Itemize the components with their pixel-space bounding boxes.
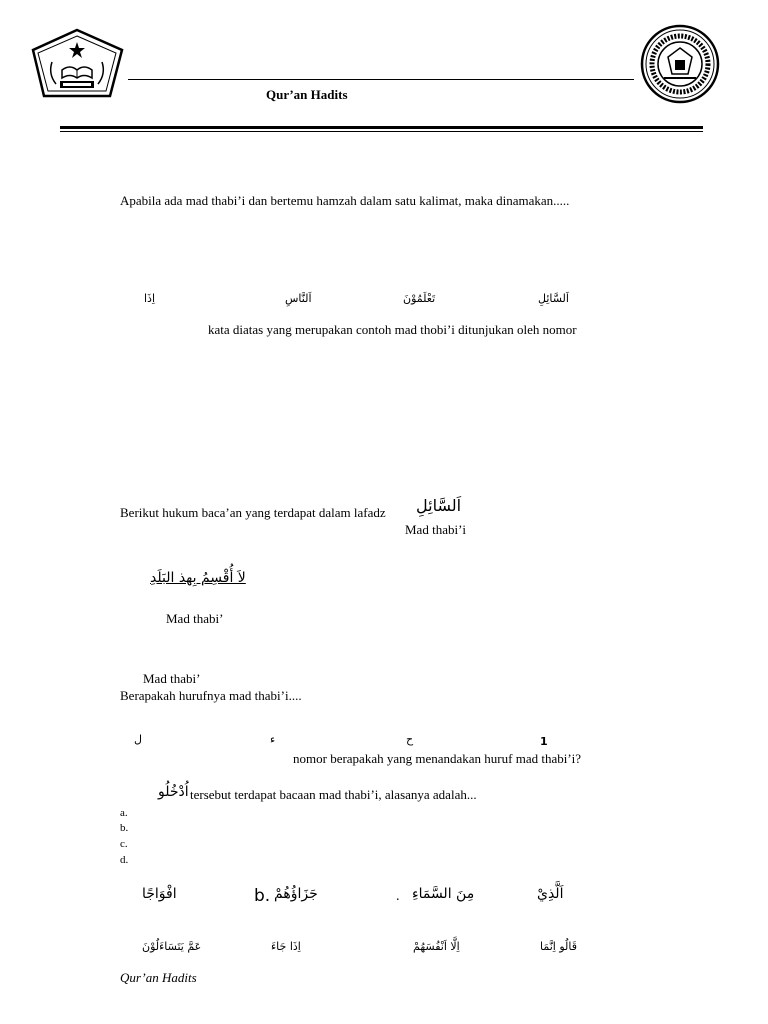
q7-row2-word-2: اِلَّا اَنْفُسَهُمْ (413, 940, 460, 953)
q5-letter-4: ل (134, 733, 142, 746)
q7-row2-word-1: قَالُو اِنَّمَا (540, 940, 577, 953)
q5-letter-3: ء (270, 733, 276, 746)
question-6-arabic: اُدْخُلُو (158, 784, 189, 800)
left-logo (30, 28, 125, 98)
q7-row2-word-4: عَمَّ يَتَسَاءَلُوْنَ (142, 940, 202, 953)
question-4-option-1: Mad thabi’ (166, 611, 224, 626)
divider-top (60, 126, 703, 129)
q7-row1-word-4: افْوَاجًا (142, 886, 177, 902)
divider-bottom (60, 131, 703, 132)
question-5-text: Berapakah hurufnya mad thabi’i.... (120, 688, 302, 703)
question-2-text: kata diatas yang merupakan contoh mad thobi’i ditunjukan oleh nomor (208, 322, 577, 337)
q2-word-4: اِذَا (144, 292, 156, 305)
footer-title: Qur’an Hadits (120, 970, 197, 985)
q6-option-a: a. (120, 807, 128, 819)
question-3-option: Mad thabi’i (405, 522, 467, 537)
q7-sep-2: b. (254, 886, 271, 906)
q2-word-3: اَلنَّاسِ (285, 292, 312, 305)
right-logo (640, 24, 720, 104)
q5-letter-1: 1 (540, 735, 548, 748)
header-title: Qur’an Hadits (266, 87, 348, 102)
question-3-arabic: اَلسَّائِلِ (416, 496, 462, 515)
q6-option-b: b. (120, 822, 129, 834)
q6-option-d: d. (120, 854, 129, 866)
q6-option-c: c. (120, 838, 128, 850)
question-5-text-2: nomor berapakah yang menandakan huruf mad thabi’i? (293, 751, 582, 766)
question-4-option-2: Mad thabi’ (143, 671, 201, 686)
q5-letter-2: ح (406, 733, 414, 746)
q7-row1-word-3: جَزَاؤُهُمْ (274, 886, 318, 902)
q7-row2-word-3: اِذَا جَاءَ (271, 940, 301, 953)
question-4-arabic: لاَ أُقْسِمُ بِهذ البَلَدِ (150, 570, 246, 586)
question-1-text: Apabila ada mad thabi’i dan bertemu hamzah dalam satu kalimat, maka dinamakan..... (120, 193, 570, 208)
question-6-text: tersebut terdapat bacaan mad thabi’i, alasanya adalah... (190, 787, 477, 802)
q7-row1-word-2: مِنَ السَّمَاءِ (412, 886, 475, 902)
header-line (128, 79, 634, 80)
question-3-text: Berikut hukum baca’an yang terdapat dalam lafadz (120, 505, 386, 520)
q7-row1-word-1: اَلَّذِيْ (537, 886, 564, 902)
q2-word-1: اَلسَّائِلِ (538, 292, 569, 305)
q7-sep-1: . (396, 889, 400, 904)
q2-word-2: تَعْلَمُوْنَ (403, 292, 436, 305)
